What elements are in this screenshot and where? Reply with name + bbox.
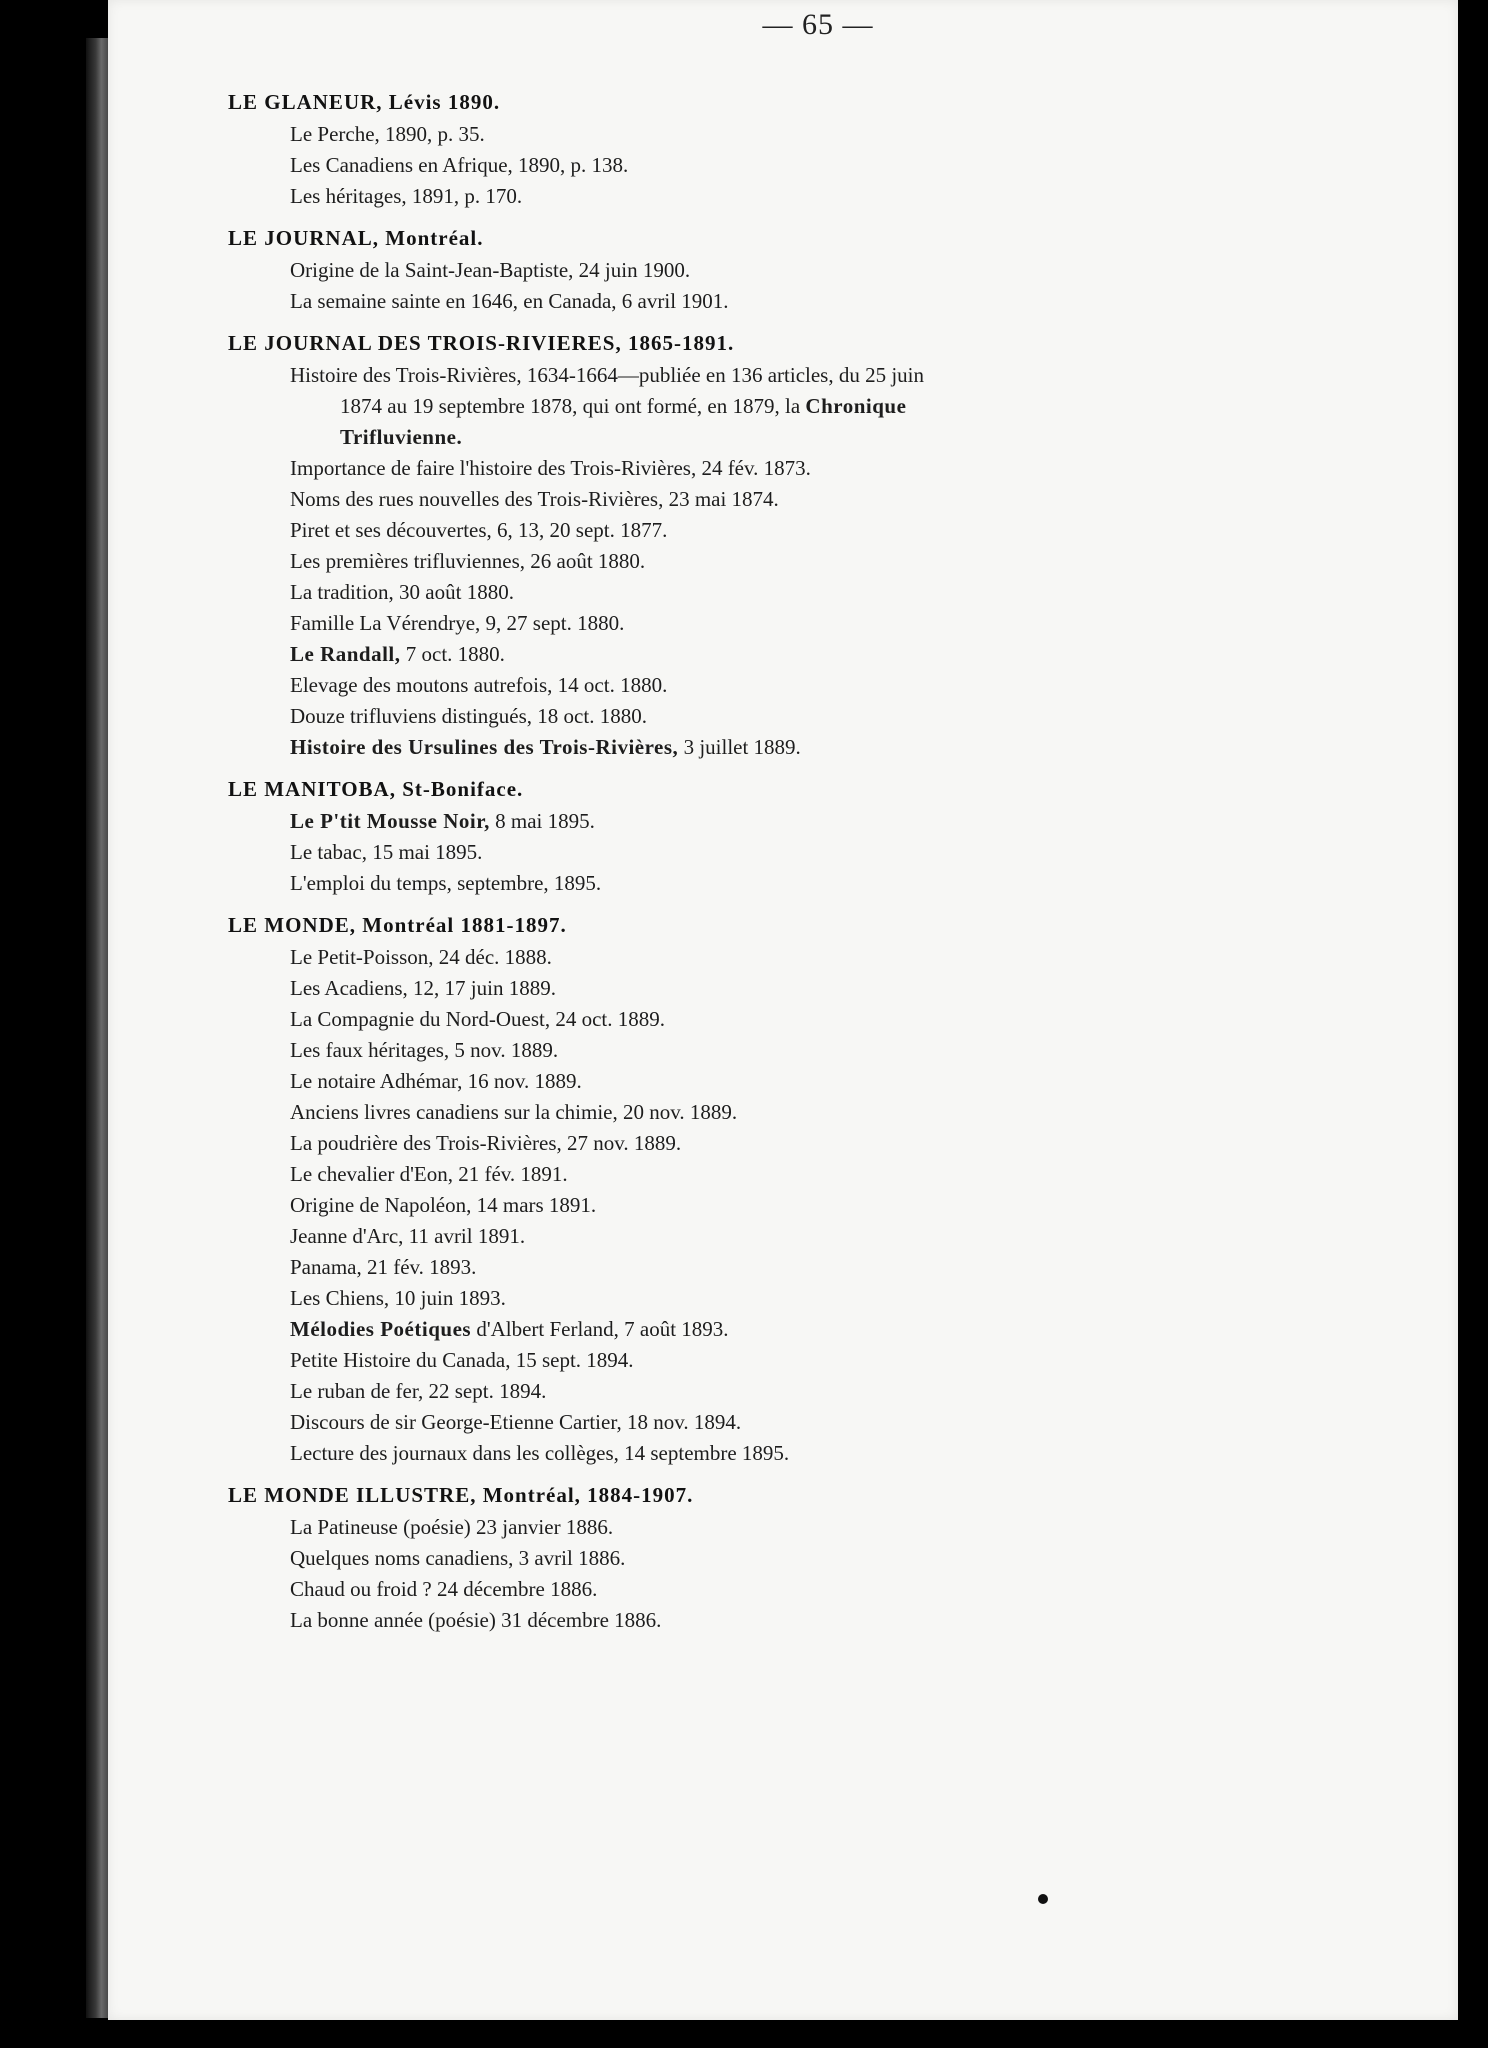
article-text: Histoire des Trois-Rivières, 1634-1664—publiée en 136 articles, du 25 juin (290, 363, 925, 387)
publication-entry-journal-trois-rivieres (228, 327, 1368, 763)
publication-heading: LE MONDE ILLUSTRE, Montréal, 1884-1907. (228, 1483, 694, 1507)
article-title-bold: Mélodies Poétiques (290, 1317, 472, 1341)
article-item: Elevage des moutons autrefois, 14 oct. 1880. (290, 673, 668, 697)
page-number: — 65 — (762, 8, 874, 41)
article-item: Discours de sir George-Etienne Cartier, 18 nov. 1894. (290, 1410, 742, 1434)
article-list (228, 806, 1368, 899)
article-item: Le chevalier d'Eon, 21 fév. 1891. (290, 1162, 568, 1186)
article-item: Les Acadiens, 12, 17 juin 1889. (290, 976, 556, 1000)
article-item: Les Canadiens en Afrique, 1890, p. 138. (290, 153, 629, 177)
article-title-bold: Histoire des Ursulines des Trois-Rivières, (290, 735, 679, 759)
article-item: Panama, 21 fév. 1893. (290, 1255, 477, 1279)
article-item: Petite Histoire du Canada, 15 sept. 1894. (290, 1348, 634, 1372)
article-item-randall (228, 639, 1368, 670)
publication-entry-le-monde-illustre (228, 1479, 1368, 1636)
article-item: La semaine sainte en 1646, en Canada, 6 avril 1901. (290, 289, 729, 313)
article-item: Noms des rues nouvelles des Trois-Rivières, 23 mai 1874. (290, 487, 779, 511)
article-title-bold: Le P'tit Mousse Noir, (290, 809, 490, 833)
article-item: Jeanne d'Arc, 11 avril 1891. (290, 1224, 526, 1248)
article-list (228, 1512, 1368, 1636)
article-text: 3 juillet 1889. (683, 735, 801, 759)
article-item: Le tabac, 15 mai 1895. (290, 840, 483, 864)
publication-entry-le-journal (228, 222, 1368, 317)
article-item: Quelques noms canadiens, 3 avril 1886. (290, 1546, 626, 1570)
article-list (228, 942, 1368, 1469)
article-item: Douze trifluviens distingués, 18 oct. 1880. (290, 704, 647, 728)
publication-heading: LE MONDE, Montréal 1881-1897. (228, 913, 567, 937)
publication-entry-le-glaneur (228, 86, 1368, 212)
article-item: Le Petit-Poisson, 24 déc. 1888. (290, 945, 552, 969)
publication-entry-le-monde (228, 909, 1368, 1469)
article-item-ursulines (228, 732, 1368, 763)
article-text: 7 oct. 1880. (405, 642, 505, 666)
article-item-histoire-trois-rivieres (228, 360, 1190, 453)
article-text: 8 mai 1895. (495, 809, 595, 833)
article-item: Le notaire Adhémar, 16 nov. 1889. (290, 1069, 582, 1093)
article-item: Le ruban de fer, 22 sept. 1894. (290, 1379, 547, 1403)
article-item: Importance de faire l'histoire des Trois-Rivières, 24 fév. 1873. (290, 456, 811, 480)
article-item: La tradition, 30 août 1880. (290, 580, 514, 604)
article-item: Origine de la Saint-Jean-Baptiste, 24 juin 1900. (290, 258, 691, 282)
article-list (228, 119, 1368, 212)
ink-dot (1038, 1894, 1048, 1904)
article-item: La Patineuse (poésie) 23 janvier 1886. (290, 1515, 614, 1539)
publication-heading: LE GLANEUR, Lévis 1890. (228, 90, 501, 114)
article-item: Le Perche, 1890, p. 35. (290, 122, 485, 146)
article-item: Chaud ou froid ? 24 décembre 1886. (290, 1577, 598, 1601)
article-item: Lecture des journaux dans les collèges, 14 septembre 1895. (290, 1441, 790, 1465)
article-text: d'Albert Ferland, 7 août 1893. (476, 1317, 729, 1341)
article-item: Origine de Napoléon, 14 mars 1891. (290, 1193, 597, 1217)
article-item: Les premières trifluviennes, 26 août 1880. (290, 549, 646, 573)
publication-heading: LE JOURNAL DES TROIS-RIVIERES, 1865-1891. (228, 331, 735, 355)
article-list (228, 255, 1368, 317)
article-title-bold: Trifluvienne. (340, 425, 463, 449)
document-page (108, 0, 1458, 2020)
article-item: La bonne année (poésie) 31 décembre 1886. (290, 1608, 662, 1632)
article-list (228, 360, 1368, 763)
article-item: Anciens livres canadiens sur la chimie, 20 nov. 1889. (290, 1100, 738, 1124)
publication-heading: LE MANITOBA, St-Boniface. (228, 777, 524, 801)
article-item: Les Chiens, 10 juin 1893. (290, 1286, 506, 1310)
article-item: Les faux héritages, 5 nov. 1889. (290, 1038, 559, 1062)
article-item: Piret et ses découvertes, 6, 13, 20 sept. 1877. (290, 518, 668, 542)
bibliography-list (228, 86, 1368, 1646)
article-item: La poudrière des Trois-Rivières, 27 nov. 1889. (290, 1131, 682, 1155)
article-text: 1874 au 19 septembre 1878, qui ont formé, en 1879, la (340, 394, 801, 418)
publication-heading: LE JOURNAL, Montréal. (228, 226, 484, 250)
article-item-melodies-poetiques (228, 1314, 1368, 1345)
article-item-ptit-mousse (228, 806, 1368, 837)
article-continuation (290, 391, 1190, 422)
article-title-bold: Chronique (805, 394, 907, 418)
article-title-bold: Le Randall, (290, 642, 401, 666)
article-item: L'emploi du temps, septembre, 1895. (290, 871, 602, 895)
article-item: Famille La Vérendrye, 9, 27 sept. 1880. (290, 611, 625, 635)
publication-entry-le-manitoba (228, 773, 1368, 899)
article-item: Les héritages, 1891, p. 170. (290, 184, 523, 208)
article-item: La Compagnie du Nord-Ouest, 24 oct. 1889. (290, 1007, 666, 1031)
